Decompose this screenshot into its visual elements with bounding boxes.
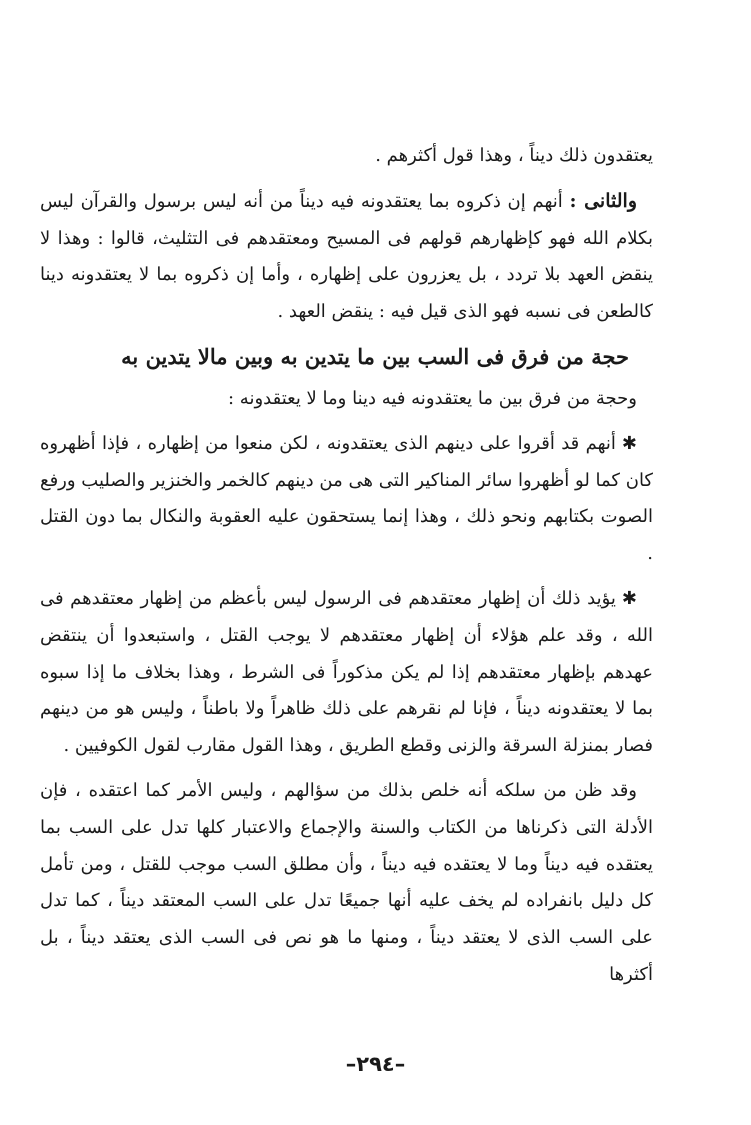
asterisk-marker: ✱ (621, 587, 637, 609)
paragraph-second-opinion-body: أنهم إن ذكروه بما يعتقدونه فيه ديناً من أنه ليس برسول والقرآن ليس بكلام الله فهو كإظهارهم قولهم فى المسيح ومعتقدهم فى التثليث، قالوا : وهذا لا ينقض العهد بلا تردد ، بل يعزرون على إظهاره ، وأما إن ذكروه بما لا يعتقدونه دينا كالطعن فى نسبه فهو الذى قيل فيه : ينقض العهد . (40, 190, 653, 323)
page-number: –٢٩٤– (345, 1052, 406, 1076)
paragraph-lead: والثانى : (569, 189, 637, 212)
paragraph-argument-one-body: أنهم قد أقروا على دينهم الذى يعتقدونه ، لكن منعوا من إظهاره ، فإذا أظهروه كان كما لو أظهروا سائر المناكير التى هى من دينهم كالخمر والخنزير والصليب ورفع الصوت بكتابهم ونحو ذلك ، وهذا إنما يستحقون عليه العقوبة والنكال بما دون القتل . (40, 432, 653, 565)
page-body (40, 138, 653, 1085)
paragraph-argument-one (40, 426, 653, 573)
asterisk-marker: ✱ (621, 432, 637, 454)
paragraph-argument-two (40, 581, 653, 765)
paragraph-continuation: يعتقدون ذلك ديناً ، وهذا قول أكثرهم . (375, 145, 653, 166)
paragraph-rebuttal: وقد ظن من سلكه أنه خلص بذلك من سؤالهم ، وليس الأمر كما اعتقده ، فإن الأدلة التى ذكرناها من الكتاب والسنة والإجماع والاعتبار كلها تدل على السب بما يعتقده فيه ديناً وما لا يعتقده فيه ديناً ، وأن مطلق السب موجب للقتل ، ومن تأمل كل دليل بانفراده لم يخف عليه أنها جميعًا تدل على السب المعتقد ديناً ، كما تدل على السب الذى لا يعتقد ديناً ، ومنها ما هو نص فى السب الذى يعتقد ديناً ، بل أكثرها (40, 779, 653, 985)
paragraph-argument-intro: وحجة من فرق بين ما يعتقدونه فيه دينا وما لا يعتقدونه : (228, 387, 637, 409)
section-heading: حجة من فرق فى السب بين ما يتدين به وبين مالا يتدين به (121, 343, 629, 369)
paragraph-second-opinion (40, 183, 653, 331)
paragraph-argument-two-body: يؤيد ذلك أن إظهار معتقدهم فى الرسول ليس بأعظم من إظهار معتقدهم فى الله ، وقد علم هؤلاء أن إظهار معتقدهم لا يوجب القتل ، واستبعدوا أن ينتقض عهدهم بإظهار معتقدهم إذا لم يكن مذكوراً فى الشرط ، وهذا بخلاف ما إذا سبوه بما لا يعتقدونه ديناً ، فإنا لم نقرهم على ذلك ظاهراً ولا باطناً ، وليس هو من دينهم فصار بمنزلة السرقة والزنى وقطع الطريق ، وهذا القول مقارب لقول الكوفيين . (40, 587, 653, 757)
